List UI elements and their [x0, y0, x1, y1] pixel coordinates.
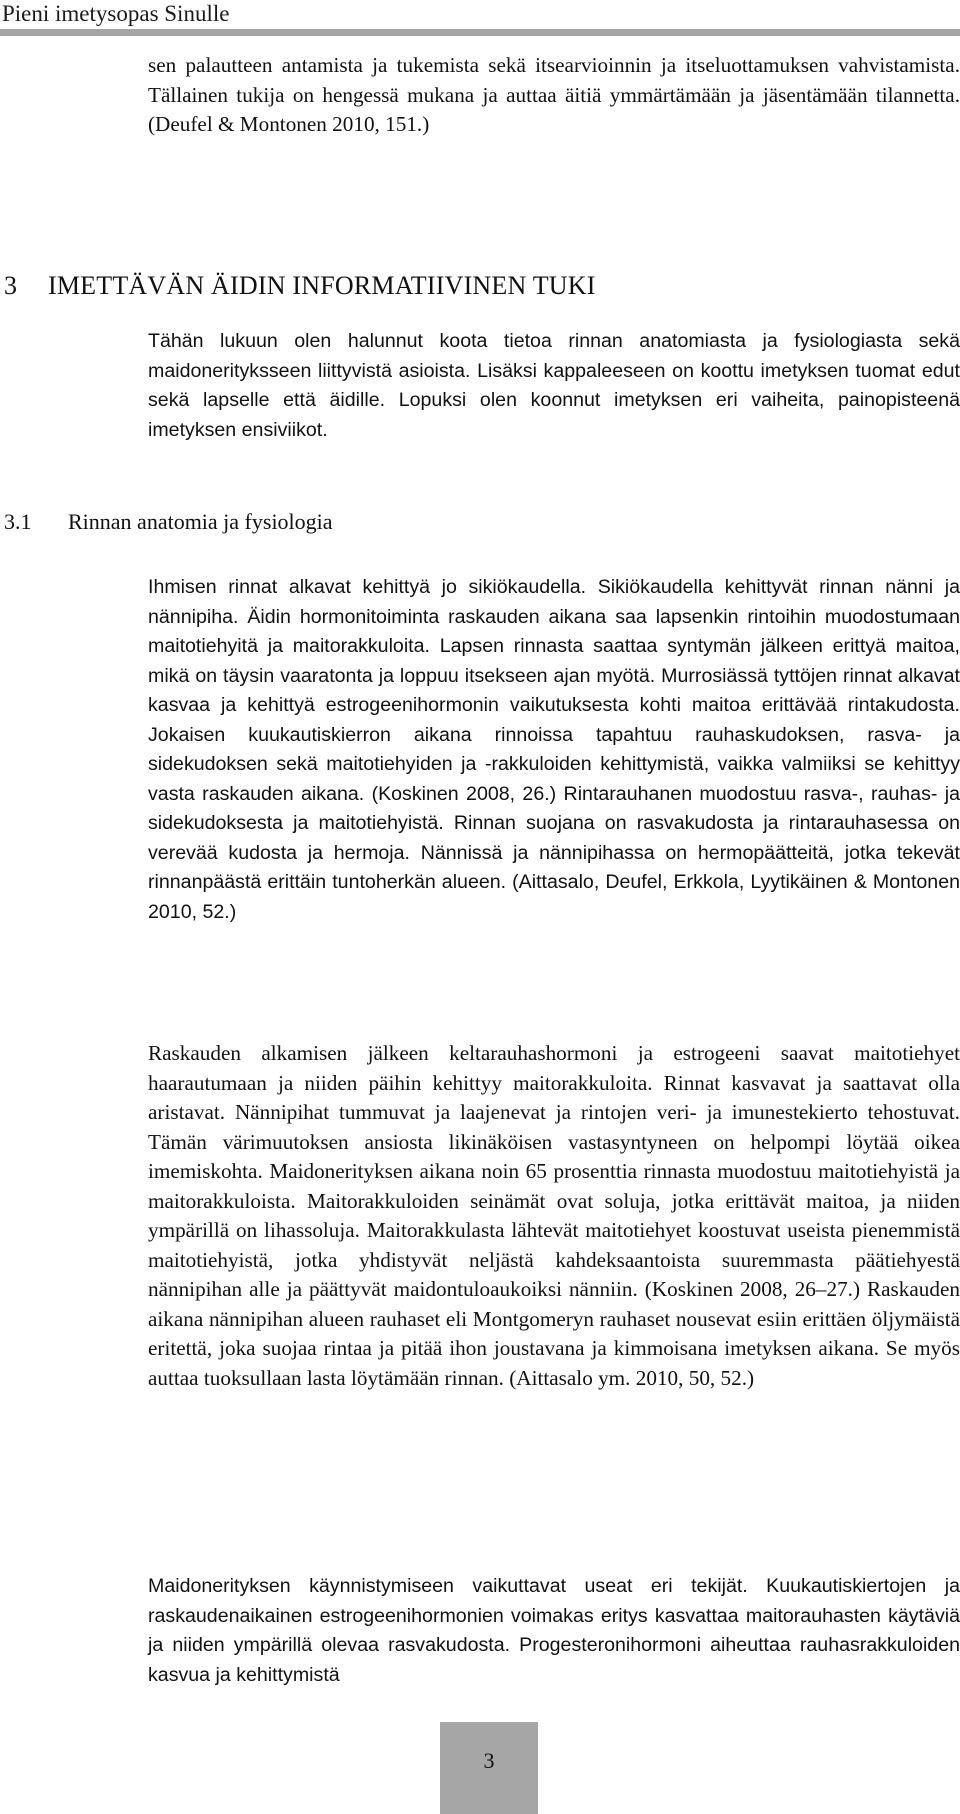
page-number-box	[440, 1722, 538, 1814]
section-paragraph-3	[148, 1572, 960, 1690]
section-paragraph-2	[148, 1039, 960, 1393]
intro-paragraph	[148, 51, 960, 140]
paragraph-text: Raskauden alkamisen jälkeen keltarauhashormoni ja estrogeeni saavat maitotiehyet haarautumaan ja niiden päihin kehittyy maitorakkuloita. Rinnat kasvavat ja saattavat olla aristavat. Nännipihat tummuvat ja laajenevat ja rintojen veri- ja imunestekierto tehostuvat. Tämän värimuutoksen ansiosta likinäköisen vastasyntyneen on helpompi löytää oikea imemiskohta. Maidonerityksen aikana noin 65 prosenttia rinnasta muodostuu maitotiehyistä ja maitorakkuloista. Maitorakkuloiden seinämät ovat soluja, jotka erittävät maitoa, ja niiden ympärillä on lihassoluja. Maitorakkulasta lähtevät maitotiehyet koostuvat useista pienemmistä maitotiehyistä, jotka yhdistyvät neljästä kahdeksaantoista suuremmasta päätiehyestä nännipihan alle ja päättyvät maidontuloaukoiksi nänniin. (Koskinen 2008, 26–27.) Raskauden aikana nännipihan alueen rauhaset eli Montgomeryn rauhaset nousevat esiin erittäen öljymäistä eritettä, joka suojaa rintaa ja pitää ihon joustavana ja kimmoisana imetyksen aikana. Se myös auttaa tuoksullaan lasta löytämään rinnan. (Aittasalo ym. 2010, 50, 52.)	[148, 1041, 960, 1390]
chapter-number: 3	[4, 271, 18, 300]
section-paragraph-1	[148, 573, 960, 927]
chapter-intro-text: Tähän lukuun olen halunnut koota tietoa rinnan anatomiasta ja fysiologiasta sekä maidonerityksseen liittyvistä asioista. Lisäksi kappaleeseen on koottu imetyksen tuomat edut sekä lapselle että äidille. Lopuksi olen koonnut imetyksen eri vaiheita, painopisteenä imetyksen ensiviikot.	[148, 330, 960, 441]
chapter-title: IMETTÄVÄN ÄIDIN INFORMATIIVINEN TUKI	[48, 271, 596, 300]
chapter-heading	[4, 270, 596, 302]
paragraph-text: Ihmisen rinnat alkavat kehittyä jo sikiökaudella. Sikiökaudella kehittyvät rinnan nänni ja nännipiha. Äidin hormonitoiminta raskauden aikana saa lapsenkin rintoihin muodostumaan maitotiehyitä ja maitorakkuloita. Lapsen rinnasta saattaa syntymän jälkeen erittyä maitoa, mikä on täysin vaaratonta ja loppuu itsekseen ajan myötä. Murrosiässä tyttöjen rinnat alkavat kasvaa ja kehittyä estrogeenihormonin vaikutuksesta kohti maitoa erittävää rintakudosta. Jokaisen kuukautiskierron aikana rinnoissa tapahtuu rauhaskudoksen, rasva- ja sidekudoksen sekä maitotiehyiden ja -rakkuloiden kehittymistä, vaikka valmiiksi se kehittyy vasta raskauden aikana. (Koskinen 2008, 26.) Rintarauhanen muodostuu rasva-, rauhas- ja sidekudoksesta ja maitotiehyistä. Rinnan suojana on rasvakudosta ja rintarauhasessa on verevää kudosta ja hermoja. Nännissä ja nännipihassa on hermopäätteitä, jotka tekevät rinnanpäästä erittäin tuntoherkän alueen. (Aittasalo, Deufel, Erkkola, Lyytikäinen & Montonen 2010, 52.)	[148, 576, 960, 923]
paragraph-text: Maidonerityksen käynnistymiseen vaikuttavat useat eri tekijät. Kuukautiskiertojen ja raskaudenaikainen estrogeenihormonien voimakas eritys kasvattaa maitorauhasten käytäviä ja niiden ympärillä olevaa rasvakudosta. Progesteronihormoni aiheuttaa rauhasrakkuloiden kasvua ja kehittymistä	[148, 1575, 960, 1686]
header-rule	[0, 29, 960, 36]
section-heading	[4, 508, 333, 536]
section-number: 3.1	[4, 509, 32, 534]
intro-paragraph-text: sen palautteen antamista ja tukemista sekä itsearvioinnin ja itseluottamuksen vahvistamista. Tällainen tukija on hengessä mukana ja auttaa äitiä ymmärtämään ja jäsentämään tilannetta. (Deufel & Montonen 2010, 151.)	[148, 53, 960, 136]
running-header: Pieni imetysopas Sinulle	[2, 1, 230, 26]
section-title: Rinnan anatomia ja fysiologia	[68, 509, 333, 534]
page-number: 3	[483, 1748, 495, 1773]
chapter-intro	[148, 327, 960, 445]
